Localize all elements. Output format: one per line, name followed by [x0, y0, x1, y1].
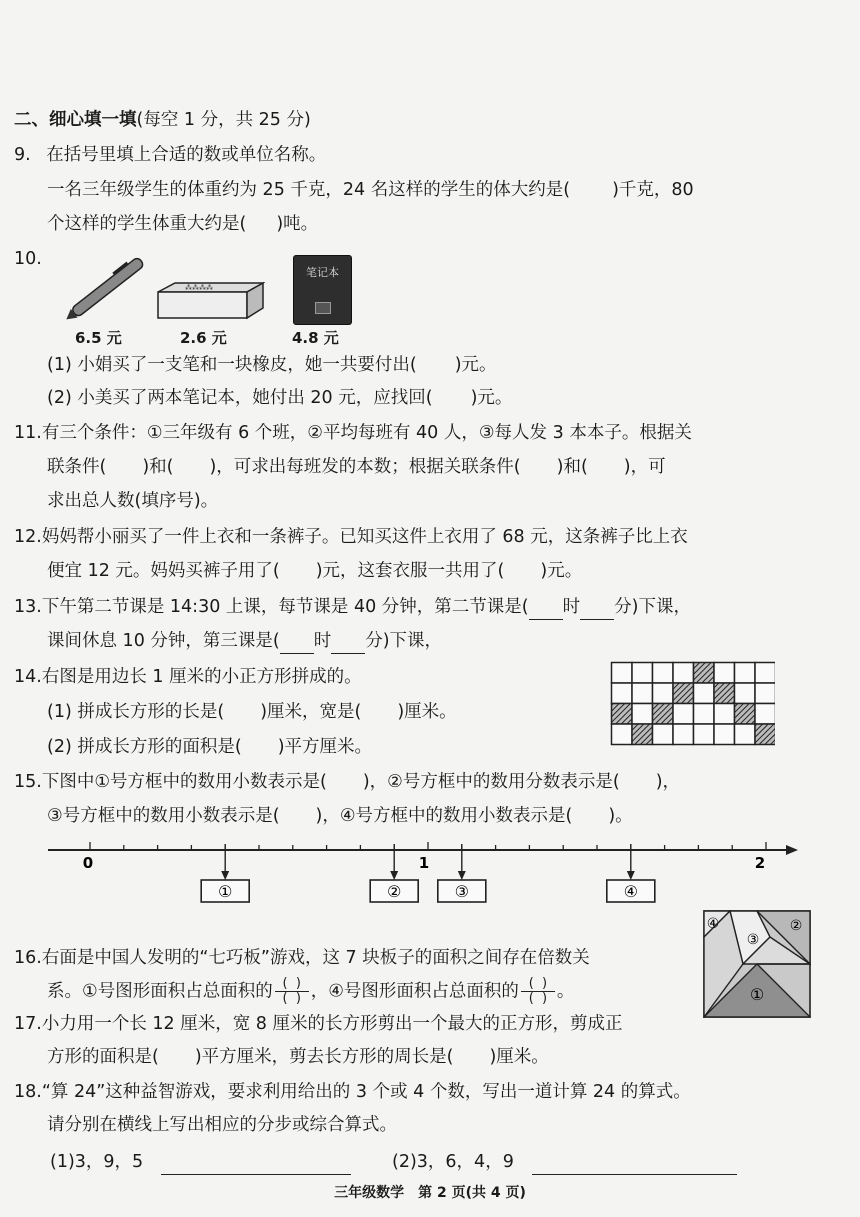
- grid-square: [735, 683, 756, 704]
- answer-line[interactable]: [161, 1150, 351, 1175]
- section-title: 二、细心填一填: [14, 110, 137, 130]
- section-header: [14, 108, 311, 132]
- grid-square: [714, 663, 735, 684]
- grid-square: [632, 663, 653, 684]
- piece-label: ④: [706, 916, 720, 932]
- grid-square: [694, 683, 715, 704]
- eraser-price: 2.6 元: [180, 329, 227, 347]
- question-text: 下图中①号方框中的数用小数表示是(: [41, 772, 327, 792]
- q16-line2: [47, 978, 574, 1005]
- shaded-square: [653, 704, 674, 725]
- q9-line2: [47, 212, 318, 236]
- text: 时: [313, 631, 332, 651]
- question-text: 小力用一个长 12 厘米，宽 8 厘米的长方形剪出一个最大的正方形，剪成正: [41, 1014, 623, 1034]
- question-text: 下午第二节课是 14:30 上课，每节课是 40 分钟，第二节课是(: [41, 597, 529, 617]
- q18-part2: [392, 1150, 737, 1175]
- piece-label: ③: [746, 932, 760, 948]
- text: ③号方框中的数用小数表示是(: [47, 806, 280, 826]
- text: 一名三年级学生的体重约为 25 千克，24 名这样的学生的体大约是(: [47, 180, 571, 200]
- marker-arrowhead: [221, 871, 229, 880]
- grid-square: [673, 663, 694, 684]
- marker-arrowhead: [627, 871, 635, 880]
- q17-line2: [47, 1045, 549, 1069]
- text: 方形的面积是(: [47, 1047, 159, 1067]
- text: )吨。: [276, 214, 319, 234]
- text: 联条件(: [47, 457, 107, 477]
- q11-line1: [14, 421, 692, 445]
- text: )元。: [454, 355, 497, 375]
- question-number: 17.: [14, 1014, 42, 1034]
- svg-text:⁂⁂⁂⁂: ⁂⁂⁂⁂: [185, 284, 213, 292]
- text: )和(: [556, 457, 588, 477]
- marker-label: ②: [387, 882, 402, 901]
- tick-label: 2: [754, 854, 766, 872]
- text: )，④号方框中的数用小数表示是(: [315, 806, 573, 826]
- answer-blank[interactable]: [529, 595, 563, 620]
- q14-part1: [47, 700, 457, 724]
- q9-line1: [47, 178, 694, 202]
- answer-blank[interactable]: [331, 629, 365, 654]
- grid-square: [694, 704, 715, 725]
- shaded-square: [755, 724, 775, 745]
- shaded-square: [612, 704, 633, 725]
- section-note: (每空 1 分，共 25 分): [136, 110, 311, 130]
- question-number: 15.: [14, 772, 42, 792]
- grid-square: [714, 704, 735, 725]
- axis-arrow: [786, 845, 798, 855]
- question-text: “算 24”这种益智游戏，要求利用给出的 3 个或 4 个数，写出一道计算 24 的算式。: [41, 1082, 691, 1102]
- text: )厘米，宽是(: [260, 702, 362, 722]
- text: (1) 拼成长方形的长是(: [47, 702, 225, 722]
- tick-label: 0: [82, 854, 94, 872]
- text: (2) 小美买了两本笔记本，她付出 20 元，应找回(: [47, 388, 433, 408]
- answer-blank[interactable]: [280, 629, 314, 654]
- text: )，②号方框中的数用分数表示是(: [362, 772, 620, 792]
- pen-icon: [60, 255, 155, 320]
- grid-square: [612, 683, 633, 704]
- grid-square: [755, 683, 775, 704]
- text: 个这样的学生体重大约是(: [47, 214, 247, 234]
- shaded-square: [714, 683, 735, 704]
- text: )元。: [470, 388, 513, 408]
- marker-arrowhead: [458, 871, 466, 880]
- question-number: 10.: [14, 249, 42, 269]
- text: (1) 小娟买了一支笔和一块橡皮，她一共要付出(: [47, 355, 417, 375]
- notebook-icon: [293, 255, 352, 325]
- text: 分)下课，: [614, 597, 691, 617]
- grid-square: [755, 704, 775, 725]
- text: 。: [556, 981, 575, 1002]
- text: 时: [562, 597, 581, 617]
- grid-square: [673, 724, 694, 745]
- text: )千克，80: [612, 180, 694, 200]
- question-text: 在括号里填上合适的数或单位名称。: [46, 145, 327, 165]
- q18-line2: 请分别在横线上写出相应的分步或综合算式。: [47, 1115, 397, 1135]
- q13-line1: [14, 595, 691, 620]
- notebook-price: 4.8 元: [292, 329, 339, 347]
- marker-arrowhead: [390, 871, 398, 880]
- shaded-square: [694, 663, 715, 684]
- grid-square: [653, 724, 674, 745]
- text: )厘米。: [397, 702, 457, 722]
- shaded-square: [673, 683, 694, 704]
- q17-line1: [14, 1012, 623, 1036]
- q18-part1: [50, 1150, 351, 1175]
- question-text: 右图是用边长 1 厘米的小正方形拼成的。: [41, 667, 362, 687]
- text: )元，这套衣服一共用了(: [315, 561, 505, 581]
- piece-label: ①: [749, 985, 765, 1004]
- marker-label: ①: [218, 882, 233, 901]
- marker-label: ④: [623, 882, 638, 901]
- grid-square: [735, 724, 756, 745]
- q13-line2: [47, 629, 442, 654]
- q16-line1: [14, 946, 590, 970]
- grid-square: [612, 724, 633, 745]
- question-number: 13.: [14, 597, 42, 617]
- question-text: 右面是中国人发明的“七巧板”游戏，这 7 块板子的面积之间存在倍数关: [41, 948, 590, 968]
- question-text: 妈妈帮小丽买了一件上衣和一条裤子。已知买这件上衣用了 68 元，这条裤子比上衣: [41, 527, 688, 547]
- answer-line[interactable]: [532, 1150, 737, 1175]
- q12-line2: [47, 559, 582, 583]
- number-line: [40, 835, 805, 905]
- fraction-blank[interactable]: $\frac{( )}{( )}$: [521, 978, 555, 1005]
- text: (1)3，9，5: [50, 1152, 144, 1172]
- text: )厘米。: [489, 1047, 549, 1067]
- fraction-blank[interactable]: $\frac{( )}{( )}$: [275, 978, 309, 1005]
- grid-square: [653, 683, 674, 704]
- text: (2) 拼成长方形的面积是(: [47, 737, 242, 757]
- question-number: 9.: [14, 145, 31, 165]
- text: )，: [655, 772, 681, 792]
- text: )。: [608, 806, 633, 826]
- piece-label: ②: [789, 918, 803, 934]
- square-grid-figure: [610, 661, 775, 751]
- text: )，可求出每班发的本数；根据关联条件(: [209, 457, 521, 477]
- q14-line1: [14, 665, 362, 689]
- grid-square: [694, 724, 715, 745]
- grid-square: [632, 683, 653, 704]
- answer-blank[interactable]: [580, 595, 614, 620]
- text: 分)下课，: [365, 631, 443, 651]
- q10-part2: [47, 386, 512, 410]
- question-number: 18.: [14, 1082, 42, 1102]
- question-number: 12.: [14, 527, 42, 547]
- text: )平方厘米。: [277, 737, 373, 757]
- question-text: 有三个条件：①三年级有 6 个班，②平均每班有 40 人，③每人发 3 本本子。根据关: [41, 423, 692, 443]
- grid-square: [735, 663, 756, 684]
- grid-square: [653, 663, 674, 684]
- text: )元。: [540, 561, 583, 581]
- marker-label: ③: [454, 882, 469, 901]
- tick-label: 1: [418, 854, 430, 872]
- text: )，可: [623, 457, 666, 477]
- notebook-cover-text: 笔记本: [306, 266, 339, 279]
- grid-square: [632, 704, 653, 725]
- question-number: 11.: [14, 423, 42, 443]
- text: )平方厘米，剪去长方形的周长是(: [194, 1047, 454, 1067]
- text: 系。①号图形面积占总面积的: [47, 981, 273, 1002]
- q11-line2: [47, 455, 666, 479]
- text: 便宜 12 元。妈妈买裤子用了(: [47, 561, 280, 581]
- q14-part2: [47, 735, 372, 759]
- question-number: 16.: [14, 948, 42, 968]
- shaded-square: [632, 724, 653, 745]
- text: 课间休息 10 分钟，第三课是(: [47, 631, 280, 651]
- question-number: 14.: [14, 667, 42, 687]
- q11-line3: 求出总人数(填序号)。: [47, 491, 219, 511]
- q15-line2: [47, 804, 633, 828]
- tangram-figure: [703, 910, 811, 1018]
- q12-line1: [14, 525, 688, 549]
- eraser-icon: [155, 280, 265, 322]
- q10-part1: [47, 353, 497, 377]
- text: )和(: [142, 457, 174, 477]
- q9-stem: [14, 143, 326, 167]
- grid-square: [612, 663, 633, 684]
- pen-price: 6.5 元: [75, 329, 122, 347]
- grid-square: [755, 663, 775, 684]
- text: (2)3，6，4，9: [392, 1152, 514, 1172]
- text: ，④号图形面积占总面积的: [310, 981, 519, 1002]
- grid-square: [673, 704, 694, 725]
- q18-line1: [14, 1080, 691, 1104]
- page-footer: 三年级数学 第 2 页(共 4 页): [334, 1185, 526, 1201]
- q15-line1: [14, 770, 680, 794]
- shaded-square: [735, 704, 756, 725]
- grid-square: [714, 724, 735, 745]
